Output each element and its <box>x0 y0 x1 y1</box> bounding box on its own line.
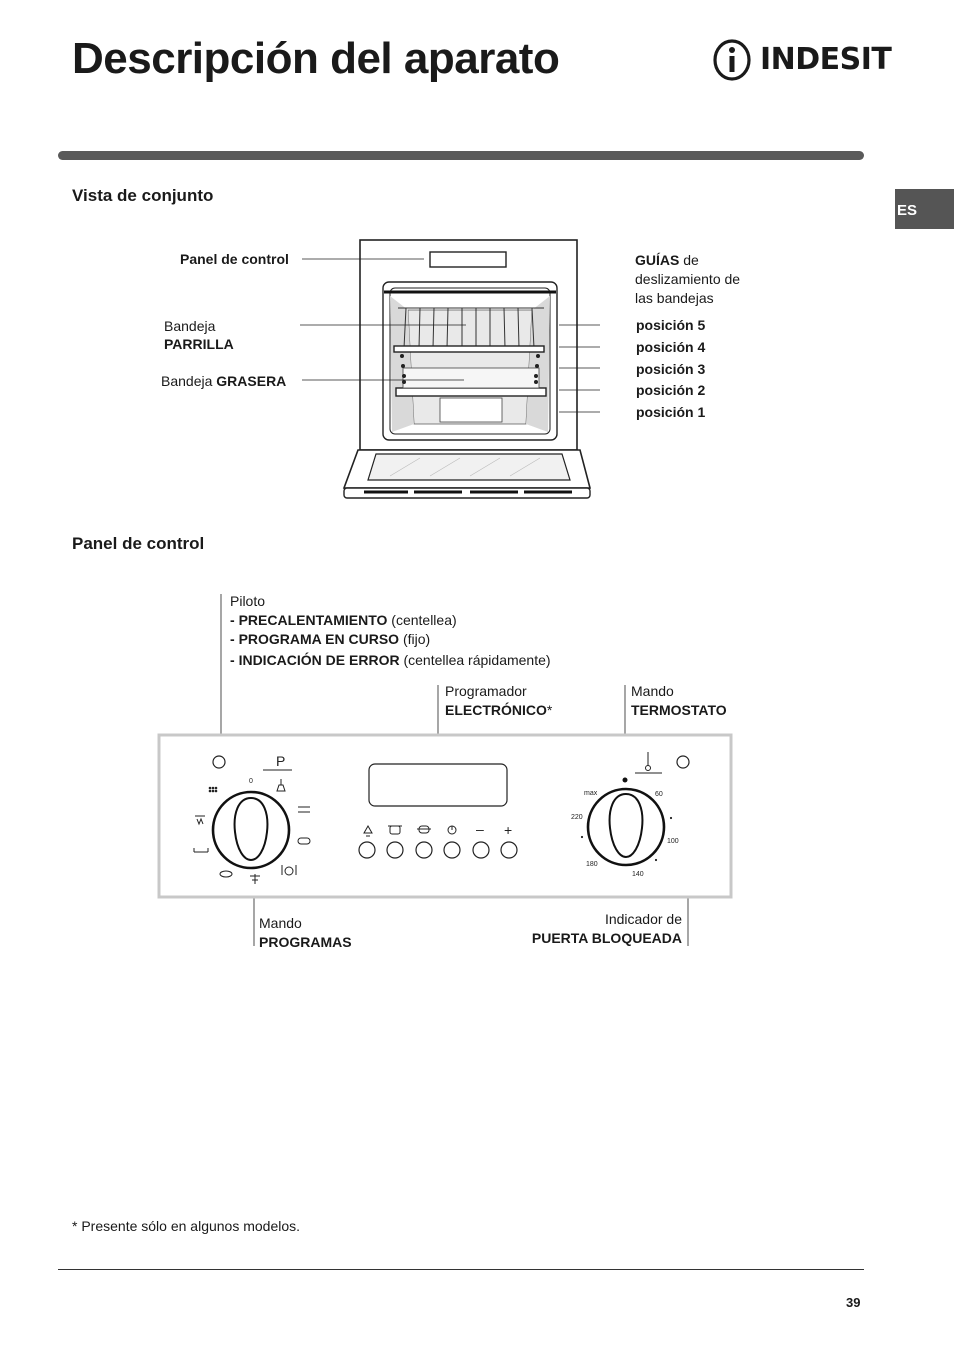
label-position-2: posición 2 <box>636 382 706 398</box>
thermostat-scale-220: 220 <box>571 814 583 821</box>
pilot-lamp <box>213 756 225 768</box>
label-position-3: posición 3 <box>636 361 706 377</box>
label-rack-line2: PARRILLA <box>164 336 234 352</box>
oven-overview-diagram <box>300 236 600 506</box>
control-panel-heading: Panel de control <box>72 534 205 553</box>
brand-name: INDESIT <box>760 42 892 77</box>
label-drip-tray <box>161 372 286 390</box>
page-title: Descripción del aparato <box>72 34 560 83</box>
label-position-1: posición 1 <box>636 404 706 420</box>
bell-button[interactable] <box>359 842 375 858</box>
program-zero-label: 0 <box>249 778 253 785</box>
label-control-panel: Panel de control <box>180 251 289 267</box>
overview-heading: Vista de conjunto <box>72 186 214 205</box>
minus-button[interactable] <box>473 842 489 858</box>
footnote: * Presente sólo en algunos modelos. <box>72 1218 301 1234</box>
end-time-button[interactable] <box>416 842 432 858</box>
thermostat-scale-100: 100 <box>667 838 679 845</box>
door-lock-label: Indicador de PUERTA BLOQUEADA <box>531 911 682 946</box>
thermostat-scale-180: 180 <box>586 861 598 868</box>
label-position-5: posición 5 <box>636 317 706 333</box>
pilot-title: Piloto <box>230 593 266 609</box>
thermostat-label: Mando TERMOSTATO <box>631 683 727 718</box>
label-guides-bold: GUÍAS <box>635 252 680 268</box>
pilot-item-error: - INDICACIÓN DE ERROR (centellea rápidamente) <box>230 652 551 668</box>
top-divider <box>58 151 864 160</box>
cooking-time-button[interactable] <box>387 842 403 858</box>
label-guides-line3: las bandejas <box>635 290 714 306</box>
label-rack-line1: Bandeja <box>164 318 216 334</box>
label-guides <box>635 251 740 308</box>
label-position-4: posición 4 <box>636 339 706 355</box>
door-lock-indicator <box>677 756 689 768</box>
programs-label: Mando PROGRAMAS <box>259 915 352 950</box>
programmer-display <box>369 764 507 806</box>
language-tab[interactable]: ES <box>895 189 954 229</box>
label-rack <box>164 317 234 353</box>
thermostat-knob[interactable] <box>588 789 664 865</box>
plus-label: + <box>504 822 513 838</box>
label-guides-rest: de <box>683 252 699 268</box>
thermostat-scale-max: max <box>584 790 598 797</box>
label-guides-line2: deslizamiento de <box>635 271 741 287</box>
page-number: 39 <box>846 1295 861 1310</box>
control-panel-diagram <box>150 590 750 955</box>
programmer-label: Programador ELECTRÓNICO* <box>445 683 553 718</box>
plus-button[interactable] <box>501 842 517 858</box>
program-knob[interactable] <box>213 792 289 868</box>
bottom-divider <box>58 1269 864 1270</box>
thermostat-scale-60: 60 <box>655 791 663 798</box>
clock-button[interactable] <box>444 842 460 858</box>
label-drip-tray-prefix: Bandeja <box>161 373 213 389</box>
pilot-item-preheat: - PRECALENTAMIENTO (centellea) <box>230 612 457 628</box>
pilot-item-running: - PROGRAMA EN CURSO (fijo) <box>230 631 431 647</box>
label-drip-tray-bold: GRASERA <box>216 373 287 389</box>
minus-label: – <box>476 821 484 837</box>
thermostat-scale-140: 140 <box>632 871 644 878</box>
program-p-label: P <box>276 753 286 769</box>
